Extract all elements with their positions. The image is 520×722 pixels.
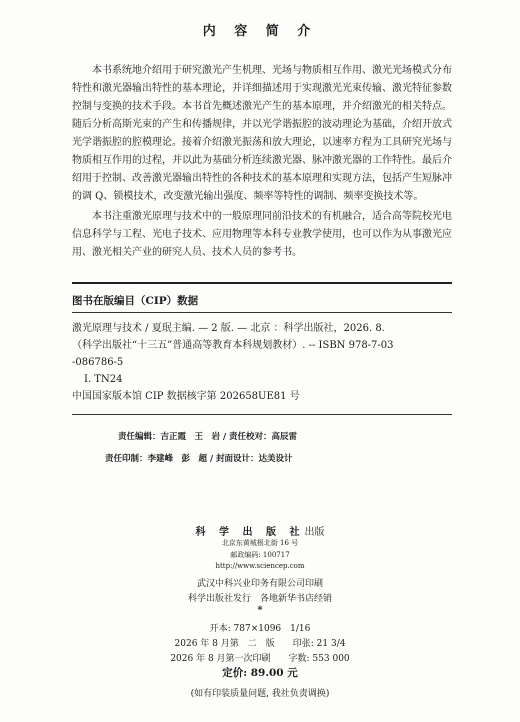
quality-note: (如有印装质量问题, 我社负责调换) [190,689,330,699]
cip-heading: 图书在版编目（CIP）数据 [72,295,199,307]
edition-line: 2026 年 8 月第 二 版 印张: 21 3/4 [174,639,346,649]
publisher-suffix: 出版 [304,527,325,538]
price-line: 定价: 89.00 元 [222,667,298,679]
divider-top [72,282,452,284]
printer-line: 武汉中科兴业印务有限公司印刷 [196,579,323,589]
format-line: 开本: 787×1096 1/16 [209,624,311,634]
summary-section [72,62,452,262]
summary-paragraph-2: 本书注重激光原理与技术中的一般原理同前沿技术的有机融合，适合高等院校光电信息科学与工程、光电子技术、应用物理等本科专业教学使用，也可以作为从事激光应用、激光相关产业的研究人员、技术人员的参考书。 [72,211,452,258]
divider-cip [72,312,452,313]
cip-line-series: （科学出版社“十三五”普通高等教育本科规划教材）. -- ISBN 978-7-03 [72,340,394,351]
printing-line: 2026 年 8 月第一次印刷 字数: 553 000 [170,654,350,664]
cip-line-number: 中国国家版本馆 CIP 数据核字第 202658UE81 号 [72,391,300,402]
publisher-postcode: 邮政编码: 100717 [230,551,290,559]
staff-line-print: 责任印制：李建峰 彭 超 / 封面设计：达美设计 [105,454,293,464]
publisher-name: 科 学 出 版 社 [195,527,305,538]
cip-block [72,320,452,405]
divider-bottom [72,414,452,415]
page-title: 内 容 简 介 [202,24,318,39]
summary-paragraph-1: 本书系统地介绍用于研究激光产生机理、光场与物质相互作用、激光光场模式分布特性和激光器输出特性的基本理论，并详细描述用于实现激光光束传输、激光特征参数控制与变换的技术手段。本书首先概述激光产生的基本原理，并介绍激光的相关特点。随后分析高斯光束的产生和传播规律，并以光学谐振腔的波动理论为基础，介绍开放式光学谐振腔的腔模理论。接着介绍激光振荡和放大理论，以速率方程为工具研究光场与物质相互作用的过程，并以此为基础分析连续激光器、脉冲激光器的工作特性。最后介绍用于控制、改善激光器输出特性的各种技术的基本原理和实现方法，包括产生短脉冲的调 Q、锁模技术，改变激光输出强度、频率等特性的调制、频率变换技术等。 [72,65,452,202]
separator-star: * [257,605,263,616]
publisher-website: http://www.sciencep.com [215,562,305,570]
publisher-line [0,520,520,539]
cip-line-isbn: -086786-5 [72,357,124,368]
distribution-line: 科学出版社发行 各地新华书店经销 [187,594,332,604]
cip-line-title: 激光原理与技术 / 夏珉主编. — 2 版. — 北京 ：科学出版社，2026. 8. [72,323,385,334]
staff-line-editors: 责任编辑：吉正霞 王 岩 / 责任校对：高辰雷 [118,432,298,442]
cip-line-classification: Ⅰ. TN24 [84,374,123,385]
publisher-address: 北京东黄城根北街 16 号 [221,539,299,547]
